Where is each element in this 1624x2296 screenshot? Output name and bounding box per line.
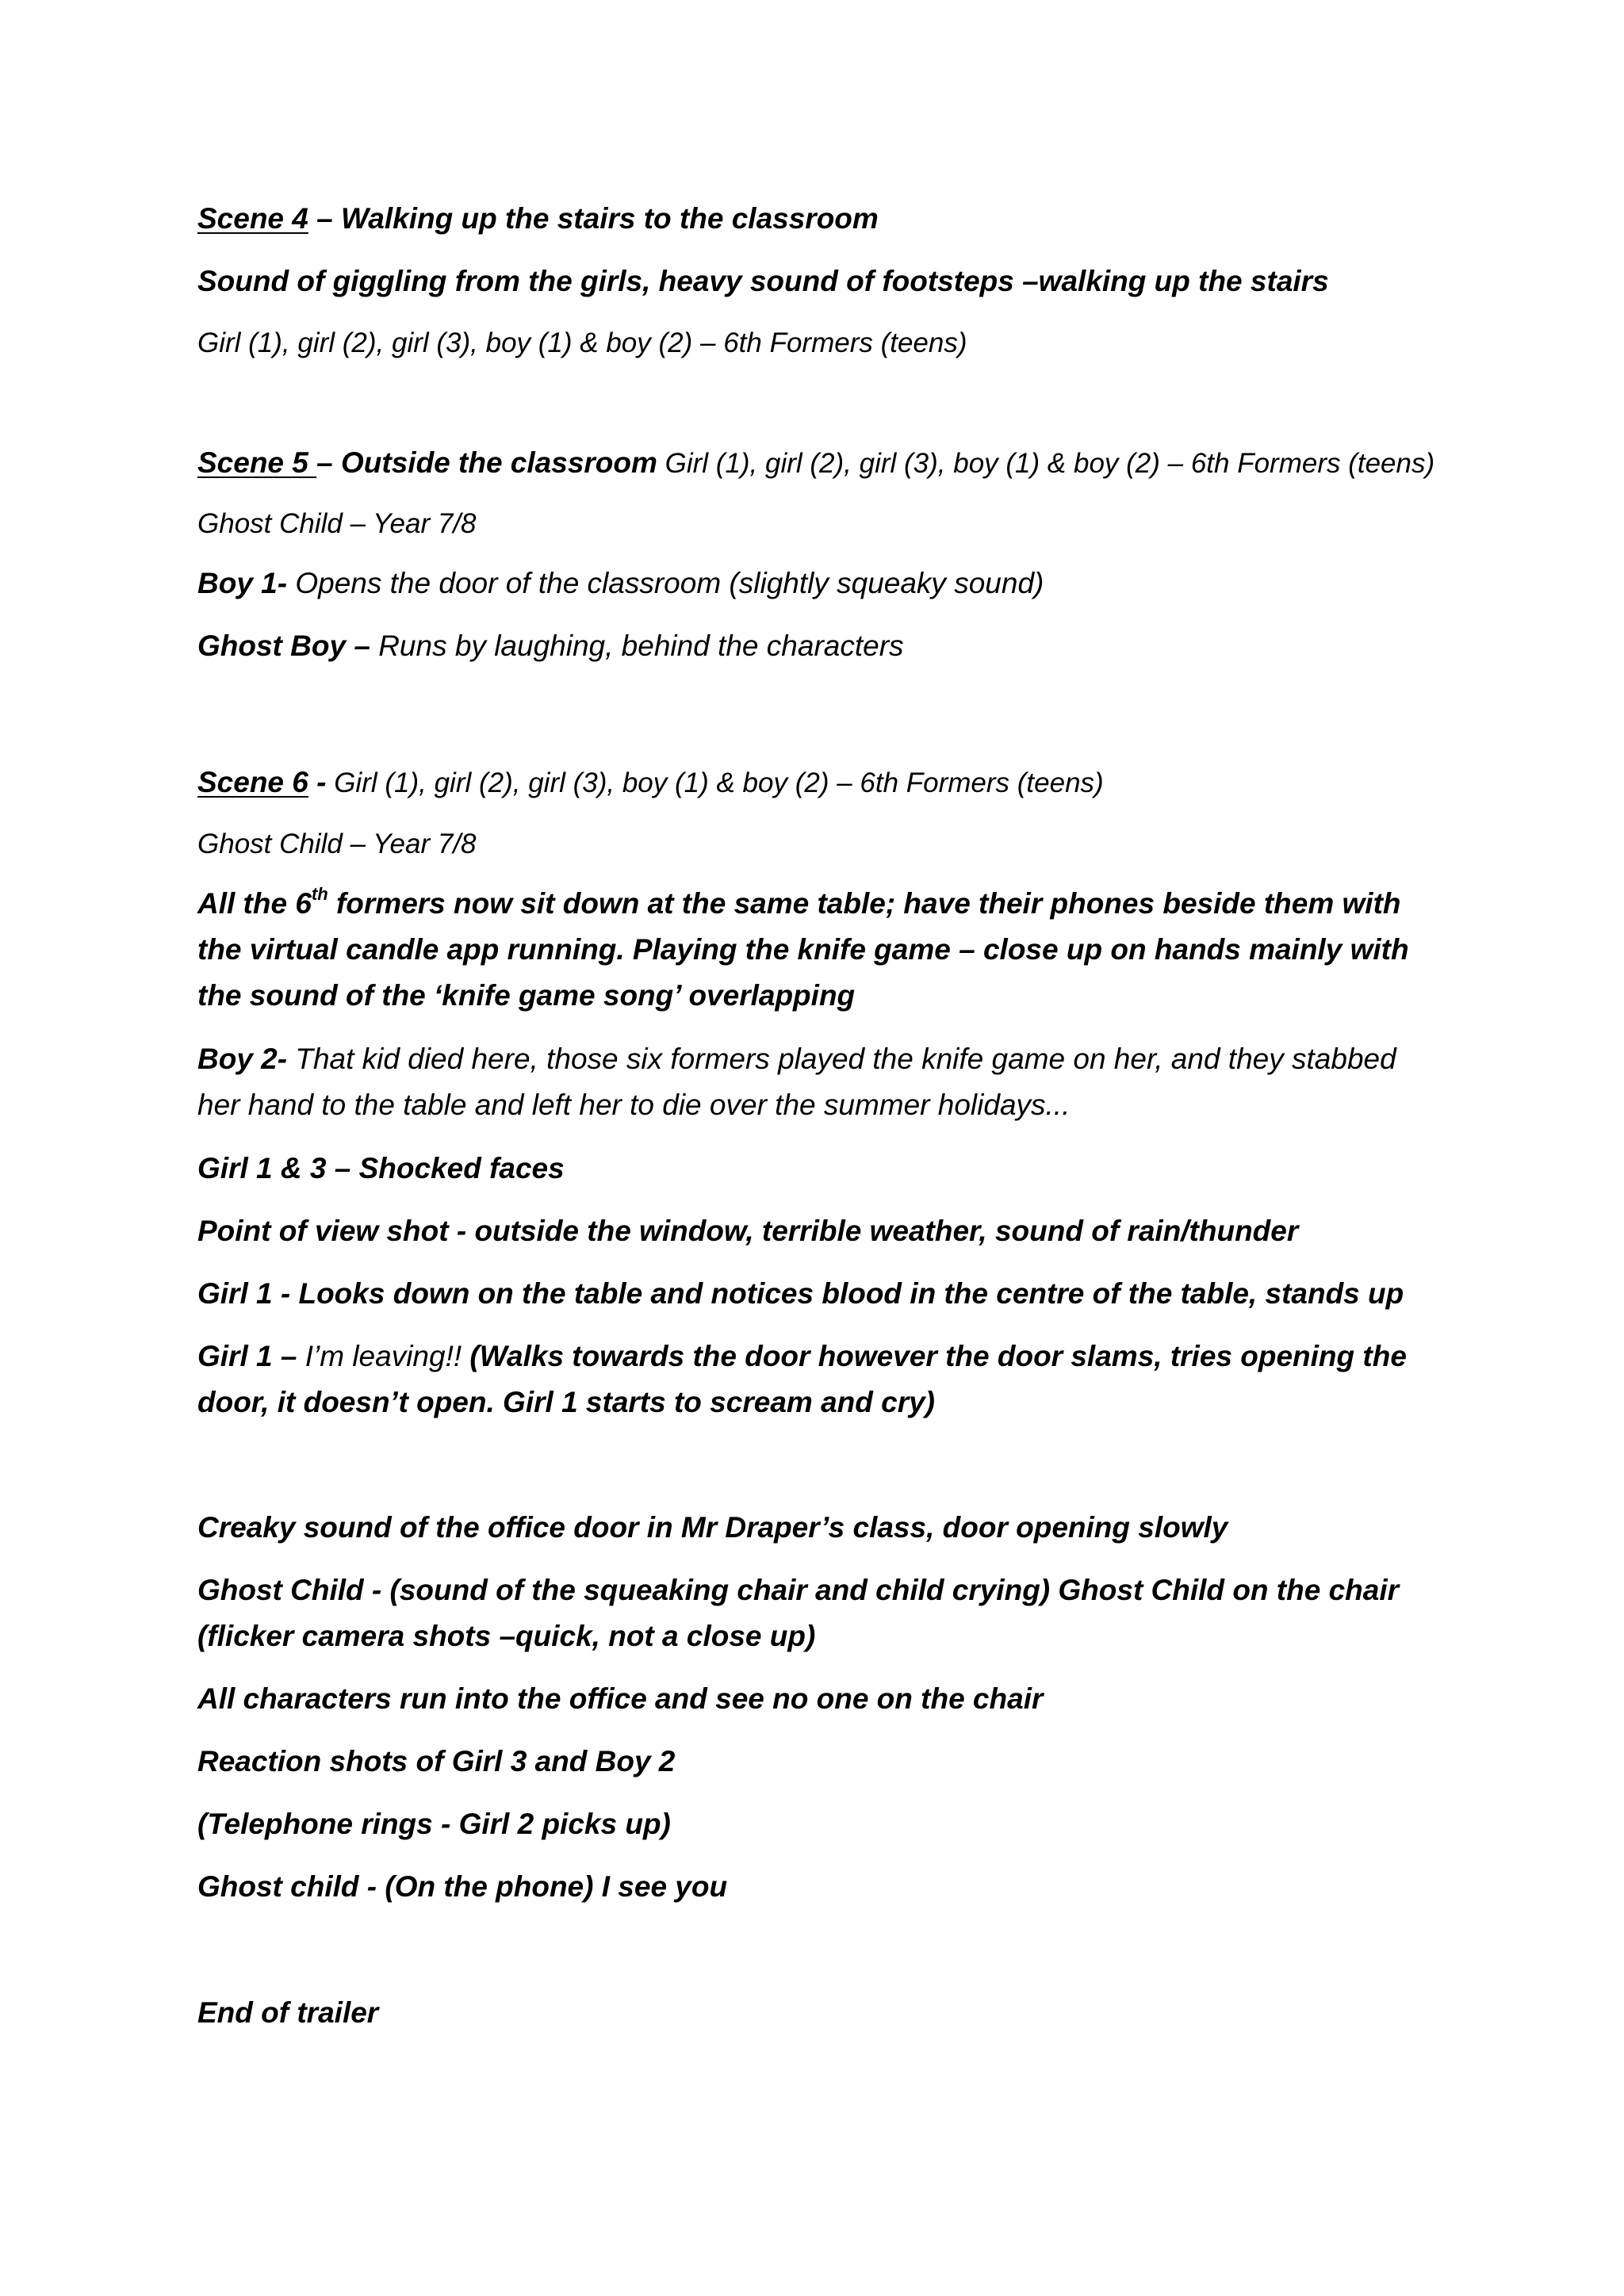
- boy1-speaker: Boy 1-: [197, 567, 288, 599]
- scene6-girl1-line-2: door, it doesn’t open. Girl 1 starts to scream and cry): [197, 1386, 936, 1418]
- ending-creaky-door: Creaky sound of the office door in Mr Draper’s class, door opening slowly: [197, 1511, 1228, 1544]
- boy2-dialogue: That kid died here, those six formers played the knife game on her, and they stabbed: [287, 1043, 1396, 1075]
- scene6-girls-shocked: Girl 1 & 3 – Shocked faces: [197, 1152, 565, 1184]
- ending-end-of-trailer: End of trailer: [197, 1996, 379, 2029]
- scene6-girl1-looks: Girl 1 - Looks down on the table and notices blood in the centre of the table, stands up: [197, 1277, 1404, 1310]
- scene4-title: – Walking up the stairs to the classroom: [308, 202, 879, 235]
- scene4-cast: Girl (1), girl (2), girl (3), boy (1) & boy (2) – 6th Formers (teens): [197, 327, 967, 358]
- ghostboy-speaker: Ghost Boy –: [197, 629, 370, 662]
- scene6-direction-line-2: the virtual candle app running. Playing the knife game – close up on hands mainly with: [197, 933, 1409, 966]
- scene6-heading: [197, 767, 1104, 797]
- scene5-heading: [197, 448, 1434, 477]
- scene5-cast: Girl (1), girl (2), girl (3), boy (1) & boy (2) – 6th Formers (teens): [657, 448, 1435, 479]
- direction-text: All the 6: [197, 887, 312, 920]
- girl1-dialogue: I’m leaving!!: [297, 1340, 462, 1372]
- scene6-pov-shot: Point of view shot - outside the window, terrible weather, sound of rain/thunder: [197, 1215, 1299, 1247]
- direction-text-rest: formers now sit down at the same table; have their phones beside them with: [327, 887, 1401, 920]
- ending-ghost-chair-line-1: Ghost Child - (sound of the squeaking chair and child crying) Ghost Child on the chair: [197, 1574, 1400, 1606]
- boy2-speaker: Boy 2-: [197, 1043, 288, 1075]
- scene5-label: Scene 5: [197, 446, 317, 479]
- scene6-boy2-line-2: her hand to the table and left her to die over the summer holidays...: [197, 1089, 1071, 1121]
- ending-ghost-phone: Ghost child - (On the phone) I see you: [197, 1870, 728, 1903]
- scene6-dash: -: [308, 766, 327, 798]
- girl1-action: (Walks towards the door however the door slams, tries opening the: [462, 1340, 1407, 1372]
- girl1-speaker: Girl 1 –: [197, 1340, 297, 1372]
- ending-run-office: All characters run into the office and see no one on the chair: [197, 1682, 1044, 1715]
- scene5-ghostboy-line: [197, 631, 904, 660]
- scene6-boy2-line-1: [197, 1044, 1396, 1073]
- ending-reaction-shots: Reaction shots of Girl 3 and Boy 2: [197, 1745, 676, 1777]
- scene6-label: Scene 6: [197, 766, 308, 798]
- ending-ghost-chair-line-2: (flicker camera shots –quick, not a close up): [197, 1620, 816, 1652]
- scene4-label: Scene 4: [197, 202, 308, 235]
- scene6-direction-line-1: [197, 883, 1401, 920]
- scene6-ghost-cast: Ghost Child – Year 7/8: [197, 828, 477, 859]
- ghostboy-action: Runs by laughing, behind the characters: [370, 629, 904, 662]
- scene5-title: – Outside the classroom: [316, 446, 657, 479]
- scene6-direction-line-3: the sound of the ‘knife game song’ overlapping: [197, 979, 856, 1012]
- ending-telephone: (Telephone rings - Girl 2 picks up): [197, 1808, 671, 1840]
- scene6-cast: Girl (1), girl (2), girl (3), boy (1) & boy (2) – 6th Formers (teens): [326, 767, 1104, 798]
- ordinal-suffix: th: [311, 883, 328, 904]
- scene5-ghost-cast: Ghost Child – Year 7/8: [197, 508, 477, 539]
- boy1-action: Opens the door of the classroom (slightly squeaky sound): [287, 567, 1044, 599]
- scene6-girl1-line-1: [197, 1341, 1407, 1371]
- scene4-heading: [197, 204, 879, 233]
- scene4-sound: Sound of giggling from the girls, heavy sound of footsteps –walking up the stairs: [197, 265, 1329, 297]
- scene5-boy1-line: [197, 568, 1044, 598]
